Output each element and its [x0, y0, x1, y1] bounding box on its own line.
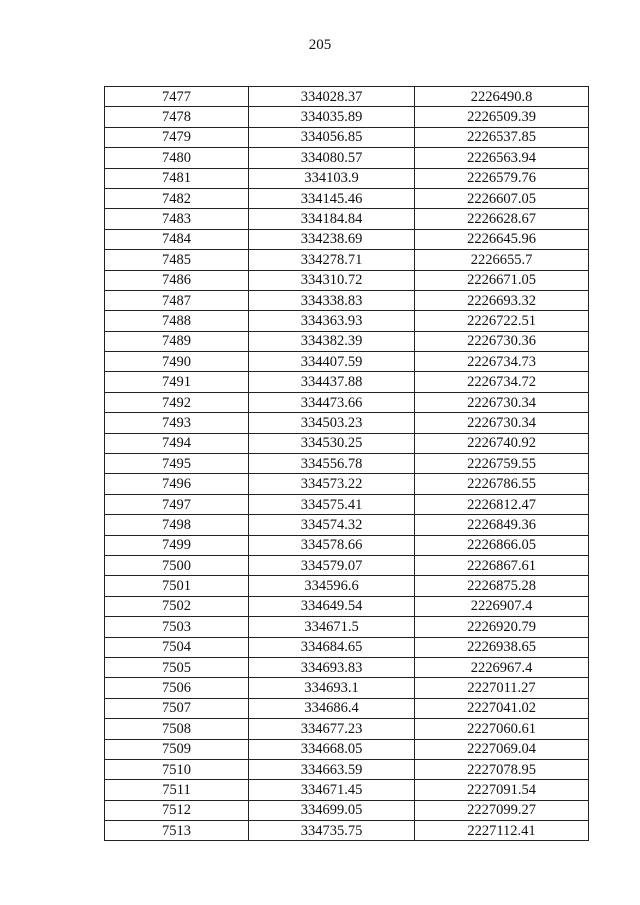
y-coordinate-cell: 2226866.05	[415, 535, 589, 555]
table-row	[105, 311, 589, 331]
point-number-cell: 7503	[105, 617, 249, 637]
x-coordinate-cell: 334693.1	[249, 678, 415, 698]
point-number-cell: 7501	[105, 576, 249, 596]
y-coordinate-cell: 2226730.34	[415, 392, 589, 412]
y-coordinate-cell: 2226722.51	[415, 311, 589, 331]
table-row	[105, 800, 589, 820]
table-row	[105, 596, 589, 616]
y-coordinate-cell: 2227060.61	[415, 719, 589, 739]
x-coordinate-cell: 334578.66	[249, 535, 415, 555]
y-coordinate-cell: 2227041.02	[415, 698, 589, 718]
point-number-cell: 7504	[105, 637, 249, 657]
x-coordinate-cell: 334579.07	[249, 555, 415, 575]
point-number-cell: 7487	[105, 290, 249, 310]
y-coordinate-cell: 2227078.95	[415, 759, 589, 779]
table-row	[105, 494, 589, 514]
point-number-cell: 7512	[105, 800, 249, 820]
point-number-cell: 7490	[105, 352, 249, 372]
x-coordinate-cell: 334596.6	[249, 576, 415, 596]
y-coordinate-cell: 2226875.28	[415, 576, 589, 596]
x-coordinate-cell: 334145.46	[249, 188, 415, 208]
y-coordinate-cell: 2226490.8	[415, 87, 589, 107]
point-number-cell: 7489	[105, 331, 249, 351]
table-row	[105, 454, 589, 474]
x-coordinate-cell: 334028.37	[249, 87, 415, 107]
table-row	[105, 433, 589, 453]
y-coordinate-cell: 2226509.39	[415, 107, 589, 127]
coordinates-table	[104, 86, 589, 841]
point-number-cell: 7488	[105, 311, 249, 331]
y-coordinate-cell: 2227099.27	[415, 800, 589, 820]
y-coordinate-cell: 2226938.65	[415, 637, 589, 657]
table-row	[105, 331, 589, 351]
point-number-cell: 7508	[105, 719, 249, 739]
x-coordinate-cell: 334530.25	[249, 433, 415, 453]
page-number: 205	[308, 37, 332, 53]
x-coordinate-cell: 334278.71	[249, 250, 415, 270]
table-row	[105, 229, 589, 249]
y-coordinate-cell: 2226759.55	[415, 454, 589, 474]
x-coordinate-cell: 334649.54	[249, 596, 415, 616]
x-coordinate-cell: 334338.83	[249, 290, 415, 310]
x-coordinate-cell: 334382.39	[249, 331, 415, 351]
x-coordinate-cell: 334103.9	[249, 168, 415, 188]
x-coordinate-cell: 334437.88	[249, 372, 415, 392]
x-coordinate-cell: 334556.78	[249, 454, 415, 474]
y-coordinate-cell: 2226671.05	[415, 270, 589, 290]
y-coordinate-cell: 2226563.94	[415, 148, 589, 168]
y-coordinate-cell: 2226655.7	[415, 250, 589, 270]
table-row	[105, 617, 589, 637]
table-row	[105, 107, 589, 127]
point-number-cell: 7479	[105, 127, 249, 147]
y-coordinate-cell: 2226730.36	[415, 331, 589, 351]
x-coordinate-cell: 334310.72	[249, 270, 415, 290]
point-number-cell: 7486	[105, 270, 249, 290]
table-row	[105, 759, 589, 779]
table-row	[105, 290, 589, 310]
point-number-cell: 7507	[105, 698, 249, 718]
y-coordinate-cell: 2226537.85	[415, 127, 589, 147]
table-row	[105, 780, 589, 800]
x-coordinate-cell: 334671.45	[249, 780, 415, 800]
table-row	[105, 188, 589, 208]
table-row	[105, 515, 589, 535]
point-number-cell: 7510	[105, 759, 249, 779]
y-coordinate-cell: 2226734.72	[415, 372, 589, 392]
x-coordinate-cell: 334735.75	[249, 821, 415, 841]
y-coordinate-cell: 2227112.41	[415, 821, 589, 841]
y-coordinate-cell: 2226645.96	[415, 229, 589, 249]
x-coordinate-cell: 334573.22	[249, 474, 415, 494]
table-row	[105, 474, 589, 494]
table-row	[105, 250, 589, 270]
y-coordinate-cell: 2226734.73	[415, 352, 589, 372]
point-number-cell: 7478	[105, 107, 249, 127]
table-row	[105, 352, 589, 372]
table-body	[105, 87, 589, 841]
table-row	[105, 719, 589, 739]
table-row	[105, 168, 589, 188]
x-coordinate-cell: 334686.4	[249, 698, 415, 718]
y-coordinate-cell: 2226628.67	[415, 209, 589, 229]
y-coordinate-cell: 2226693.32	[415, 290, 589, 310]
y-coordinate-cell: 2226907.4	[415, 596, 589, 616]
table-row	[105, 535, 589, 555]
x-coordinate-cell: 334668.05	[249, 739, 415, 759]
point-number-cell: 7481	[105, 168, 249, 188]
point-number-cell: 7497	[105, 494, 249, 514]
table-row	[105, 148, 589, 168]
point-number-cell: 7492	[105, 392, 249, 412]
point-number-cell: 7494	[105, 433, 249, 453]
point-number-cell: 7491	[105, 372, 249, 392]
point-number-cell: 7482	[105, 188, 249, 208]
x-coordinate-cell: 334407.59	[249, 352, 415, 372]
table-row	[105, 698, 589, 718]
x-coordinate-cell: 334684.65	[249, 637, 415, 657]
point-number-cell: 7506	[105, 678, 249, 698]
point-number-cell: 7499	[105, 535, 249, 555]
x-coordinate-cell: 334663.59	[249, 759, 415, 779]
table-row	[105, 270, 589, 290]
y-coordinate-cell: 2226579.76	[415, 168, 589, 188]
y-coordinate-cell: 2227091.54	[415, 780, 589, 800]
y-coordinate-cell: 2226920.79	[415, 617, 589, 637]
x-coordinate-cell: 334238.69	[249, 229, 415, 249]
point-number-cell: 7511	[105, 780, 249, 800]
x-coordinate-cell: 334575.41	[249, 494, 415, 514]
point-number-cell: 7509	[105, 739, 249, 759]
y-coordinate-cell: 2226812.47	[415, 494, 589, 514]
table-row	[105, 739, 589, 759]
table-row	[105, 678, 589, 698]
x-coordinate-cell: 334473.66	[249, 392, 415, 412]
y-coordinate-cell: 2226967.4	[415, 657, 589, 677]
point-number-cell: 7477	[105, 87, 249, 107]
y-coordinate-cell: 2226740.92	[415, 433, 589, 453]
table-row	[105, 657, 589, 677]
table-row	[105, 413, 589, 433]
y-coordinate-cell: 2226786.55	[415, 474, 589, 494]
point-number-cell: 7484	[105, 229, 249, 249]
x-coordinate-cell: 334035.89	[249, 107, 415, 127]
y-coordinate-cell: 2226867.61	[415, 555, 589, 575]
point-number-cell: 7495	[105, 454, 249, 474]
point-number-cell: 7493	[105, 413, 249, 433]
table-row	[105, 576, 589, 596]
point-number-cell: 7496	[105, 474, 249, 494]
table-row	[105, 637, 589, 657]
table-row	[105, 127, 589, 147]
x-coordinate-cell: 334699.05	[249, 800, 415, 820]
x-coordinate-cell: 334056.85	[249, 127, 415, 147]
table-row	[105, 555, 589, 575]
y-coordinate-cell: 2227011.27	[415, 678, 589, 698]
x-coordinate-cell: 334184.84	[249, 209, 415, 229]
table-row	[105, 392, 589, 412]
point-number-cell: 7480	[105, 148, 249, 168]
x-coordinate-cell: 334693.83	[249, 657, 415, 677]
x-coordinate-cell: 334503.23	[249, 413, 415, 433]
table-row	[105, 209, 589, 229]
x-coordinate-cell: 334080.57	[249, 148, 415, 168]
x-coordinate-cell: 334574.32	[249, 515, 415, 535]
x-coordinate-cell: 334363.93	[249, 311, 415, 331]
y-coordinate-cell: 2226849.36	[415, 515, 589, 535]
table-row	[105, 821, 589, 841]
y-coordinate-cell: 2227069.04	[415, 739, 589, 759]
x-coordinate-cell: 334677.23	[249, 719, 415, 739]
point-number-cell: 7500	[105, 555, 249, 575]
table-row	[105, 87, 589, 107]
table-row	[105, 372, 589, 392]
point-number-cell: 7513	[105, 821, 249, 841]
point-number-cell: 7505	[105, 657, 249, 677]
point-number-cell: 7502	[105, 596, 249, 616]
point-number-cell: 7498	[105, 515, 249, 535]
y-coordinate-cell: 2226730.34	[415, 413, 589, 433]
x-coordinate-cell: 334671.5	[249, 617, 415, 637]
y-coordinate-cell: 2226607.05	[415, 188, 589, 208]
point-number-cell: 7483	[105, 209, 249, 229]
point-number-cell: 7485	[105, 250, 249, 270]
